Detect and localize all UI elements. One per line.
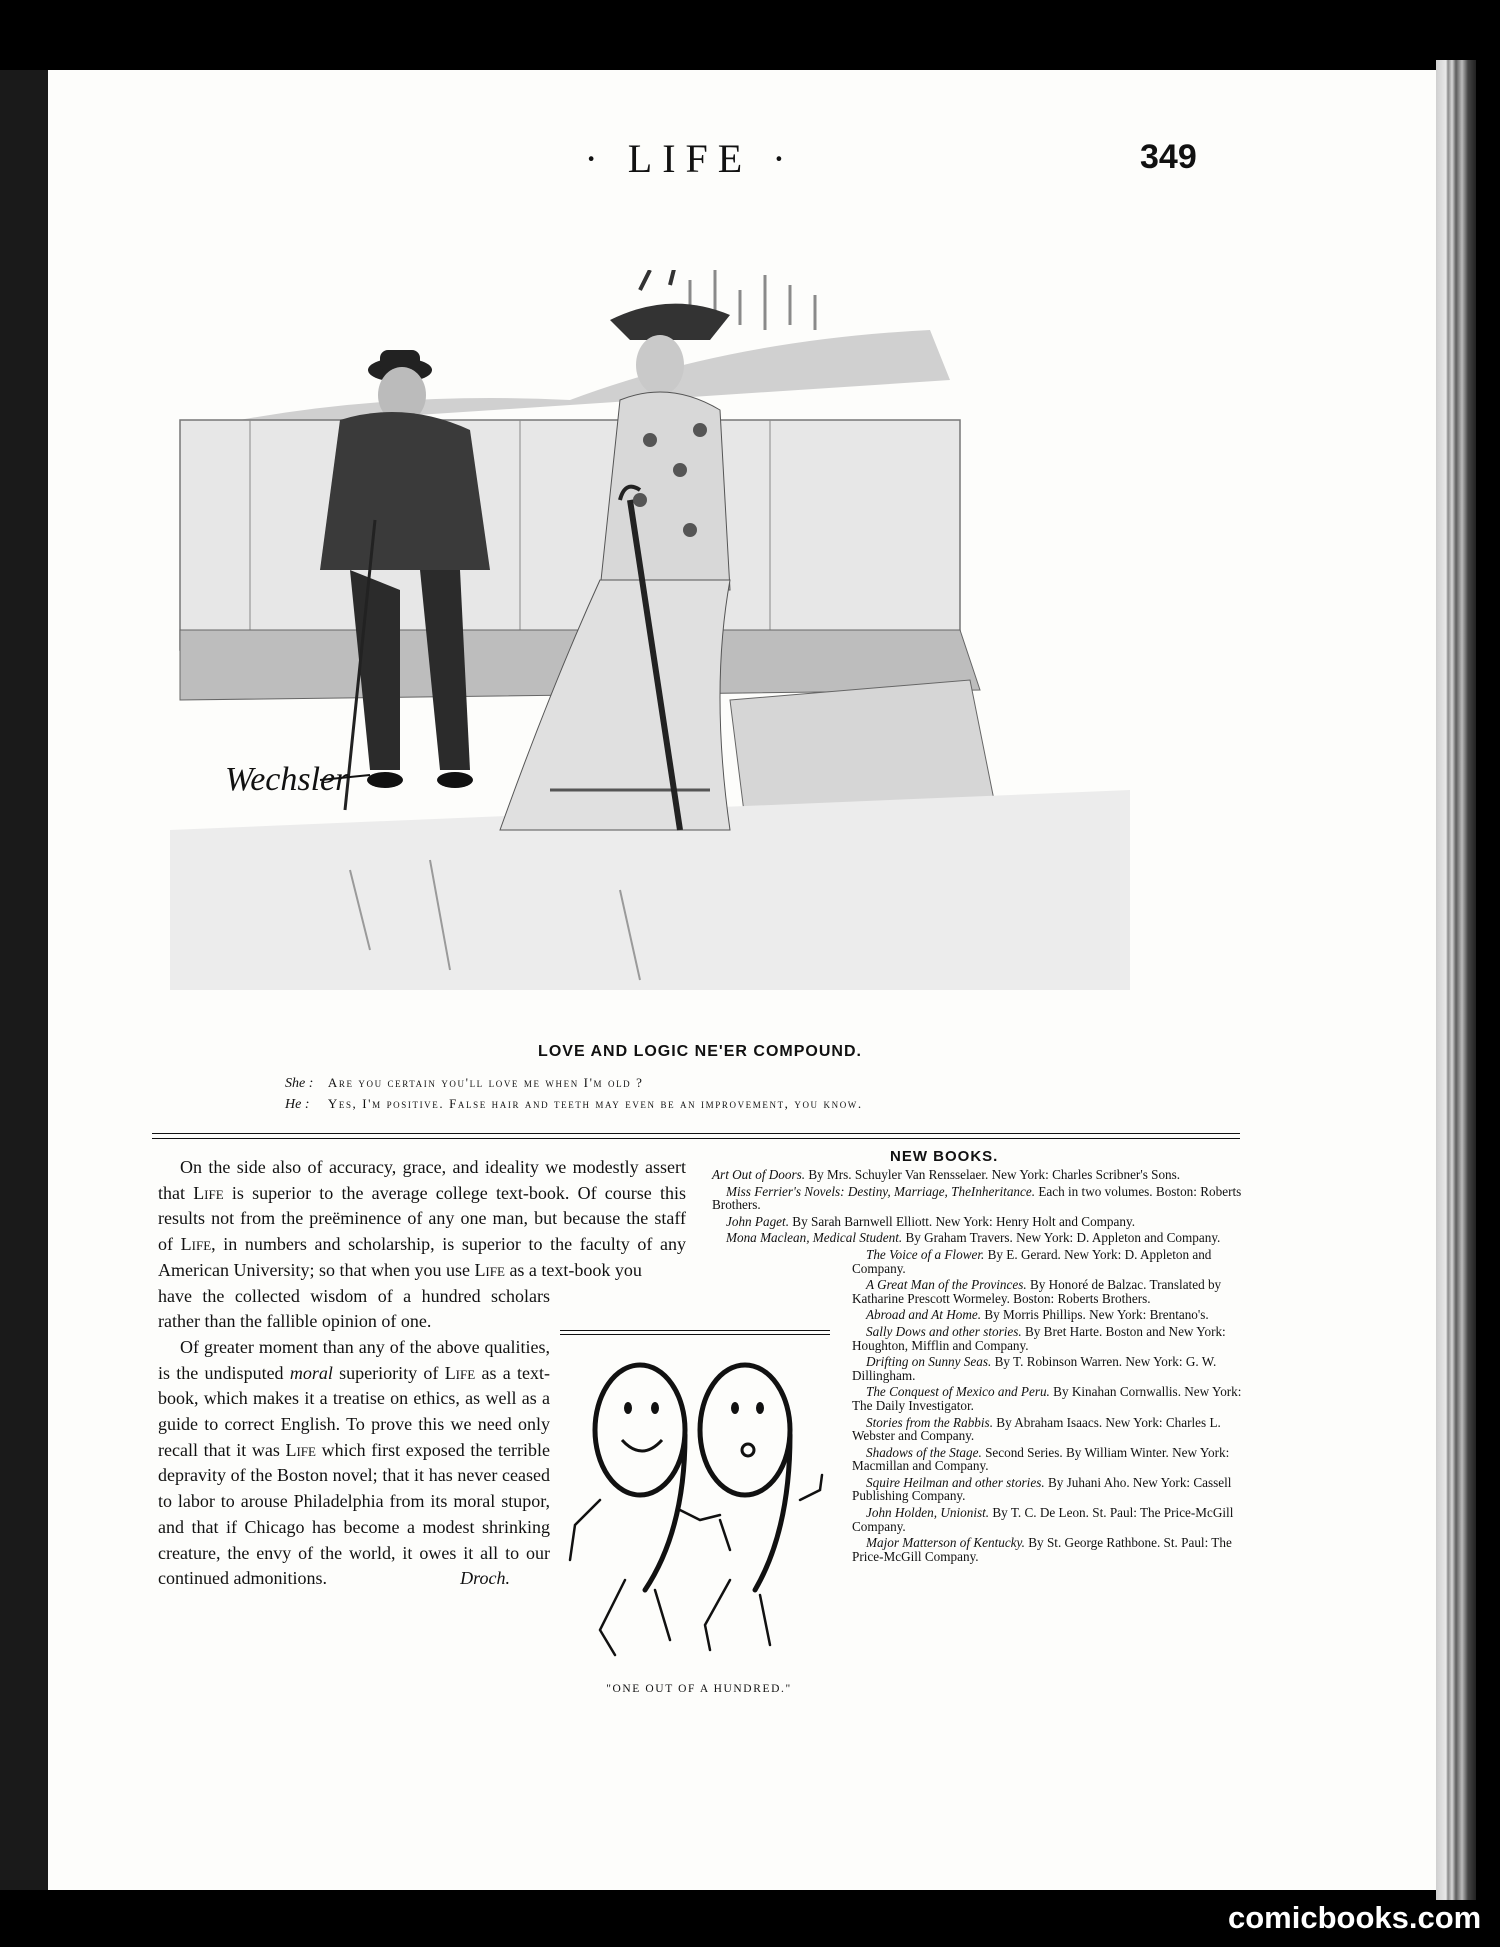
- cartoon-illustration: [170, 270, 1130, 990]
- dialogue-text: Yes, I'm positive. False hair and teeth may even be an improvement, you know.: [327, 1096, 863, 1111]
- book-entry: Abroad and At Home. By Morris Phillips. New York: Brentano's.: [866, 1307, 1209, 1323]
- stone-wall: [180, 420, 960, 650]
- dialogue-text: Are you certain you'll love me when I'm old ?: [327, 1075, 644, 1090]
- double-rule-top: [152, 1133, 1240, 1134]
- book-entry: Miss Ferrier's Novels: Destiny, Marriage, TheInheritance. Each in two volumes. Boston: Roberts Brothers.: [712, 1183, 1242, 1213]
- dialogue-line-he: [285, 1096, 1185, 1113]
- new-books-list: [712, 1168, 1242, 1566]
- speaker-label: She :: [285, 1076, 314, 1091]
- book-entry: Drifting on Sunny Seas. By T. Robinson Warren. New York: G. W. Dillingham.: [852, 1354, 1217, 1383]
- book-entry: Stories from the Rabbis. By Abraham Isaacs. New York: Charles L. Webster and Company.: [852, 1414, 1221, 1444]
- book-entry: The Conquest of Mexico and Peru. By Kinahan Cornwallis. New York: The Daily Investigator.: [852, 1384, 1242, 1413]
- page-number: 349: [1140, 138, 1197, 176]
- nine-head-left: [595, 1365, 685, 1495]
- double-rule-bottom: [152, 1138, 1240, 1139]
- book-entry: John Holden, Unionist. By T. C. De Leon. St. Paul: The Price-McGill Company.: [852, 1505, 1234, 1534]
- book-entry: The Voice of a Flower. By E. Gerard. New York: D. Appleton and Company.: [852, 1246, 1212, 1276]
- cartoon-title: LOVE AND LOGIC NE'ER COMPOUND.: [538, 1043, 862, 1060]
- speaker-label: He :: [285, 1097, 310, 1112]
- book-entry: Squire Heilman and other stories. By Juhani Aho. New York: Cassell Publishing Company.: [852, 1474, 1232, 1504]
- distant-hills: [190, 330, 950, 430]
- book-entry: Sally Dows and other stories. By Bret Harte. Boston and New York: Houghton, Mifflin and Company.: [852, 1323, 1226, 1353]
- dialogue-line-she: [285, 1075, 1185, 1092]
- book-spine-edge: [1436, 60, 1476, 1900]
- book-entry: A Great Man of the Provinces. By Honoré de Balzac. Translated by Katharine Prescott Wormeley. Boston: Roberts Brothers.: [852, 1277, 1222, 1306]
- nines-caption: "ONE OUT OF A HUNDRED.": [606, 1683, 792, 1695]
- site-watermark: comicbooks.com: [1228, 1900, 1482, 1935]
- book-entry: John Paget. By Sarah Barnwell Elliott. New York: Henry Holt and Company.: [726, 1213, 1136, 1229]
- book-entry: Mona Maclean, Medical Student. By Graham Travers. New York: D. Appleton and Company.: [726, 1230, 1221, 1246]
- author-signature: Droch.: [460, 1568, 510, 1589]
- editorial-paragraph-1: On the side also of accuracy, grace, and ideality we modestly assert that Life is superior to the average college text-book. Of course this results not from the preëminence of any one man, but because the staff of Life, in numbers and scholarship, is superior to the faculty of any American University; so that when you use Life as a text-book you: [158, 1157, 687, 1280]
- editorial-paragraph-2: Of greater moment than any of the above qualities, is the undisputed moral superiority of Life as a text-book, which makes it a treatise on ethics, as well as a guide to correct English. To prove this we need only recall that it was Life which first exposed the terrible depravity of the Boston novel; that it has never ceased to labor to arouse Philadelphia from its moral stupor, and that if Chicago has become a modest shrinking creature, the envy of the world, it owes it all to our continued admonitions. Droch.: [158, 1335, 550, 1592]
- editorial-paragraph-1-cont: have the collected wisdom of a hundred scholars rather than the fallible opinion of one.: [158, 1285, 550, 1332]
- smile: [622, 1440, 662, 1451]
- new-books-heading: NEW BOOKS.: [890, 1148, 999, 1165]
- artist-signature: Wechsler: [225, 761, 349, 798]
- book-entry: Shadows of the Stage. Second Series. By William Winter. New York: Macmillan and Company.: [852, 1444, 1230, 1474]
- book-entry: Major Matterson of Kentucky. By St. George Rathbone. St. Paul: The Price-McGill Company.: [852, 1535, 1232, 1564]
- scan-border-left: [0, 70, 48, 1890]
- book-entry: Art Out of Doors. By Mrs. Schuyler Van Rensselaer. New York: Charles Scribner's Sons.: [712, 1167, 1181, 1182]
- masthead-title: · LIFE ·: [584, 136, 796, 181]
